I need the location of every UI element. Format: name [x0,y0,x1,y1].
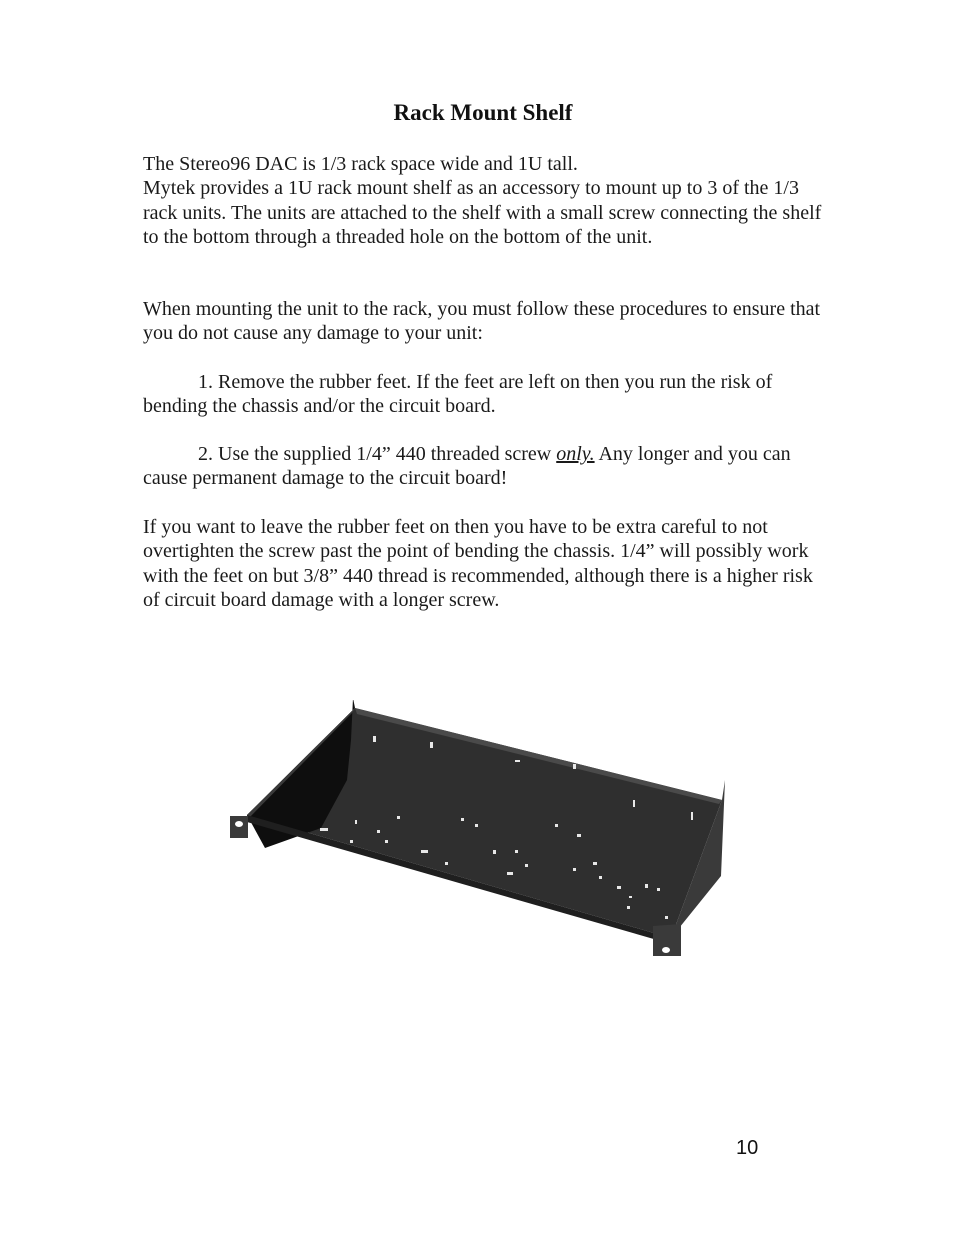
section-heading: Rack Mount Shelf [393,100,573,125]
page-number: 10 [736,1137,759,1159]
step-1 [143,370,833,419]
step-2-after: Any longer and you can cause permanent damage to the circuit board! [143,443,791,490]
feet-warning-paragraph: If you want to leave the rubber feet on then you have to be extra careful to not overtighten the screw past the point of bending the chassis. 1/4” will possibly work with the feet on but 3/8” 440 thread is recommended, although there is a higher risk of circuit board damage with a longer screw. [143,516,813,612]
step-2-before: 2. Use the supplied 1/4” 440 threaded screw [198,443,557,465]
step-1-text: 1. Remove the rubber feet. If the feet are left on then you run the risk of bending the chassis and/or the circuit board. [143,371,773,418]
intro-paragraph [143,152,833,250]
step-2-emphasis: only. [556,443,595,465]
intro-line: The Stereo96 DAC is 1/3 rack space wide and 1U tall. [143,153,578,175]
rack-shelf-illustration [225,700,735,965]
mounting-paragraph: When mounting the unit to the rack, you must follow these procedures to ensure that you do not cause any damage to your unit: [143,298,821,345]
intro-rest: Mytek provides a 1U rack mount shelf as an accessory to mount up to 3 of the 1/3 rack units. The units are attached to the shelf with a small screw connecting the shelf to the bottom through a threaded hole on the bottom of the unit. [143,177,822,249]
step-2 [143,442,833,491]
